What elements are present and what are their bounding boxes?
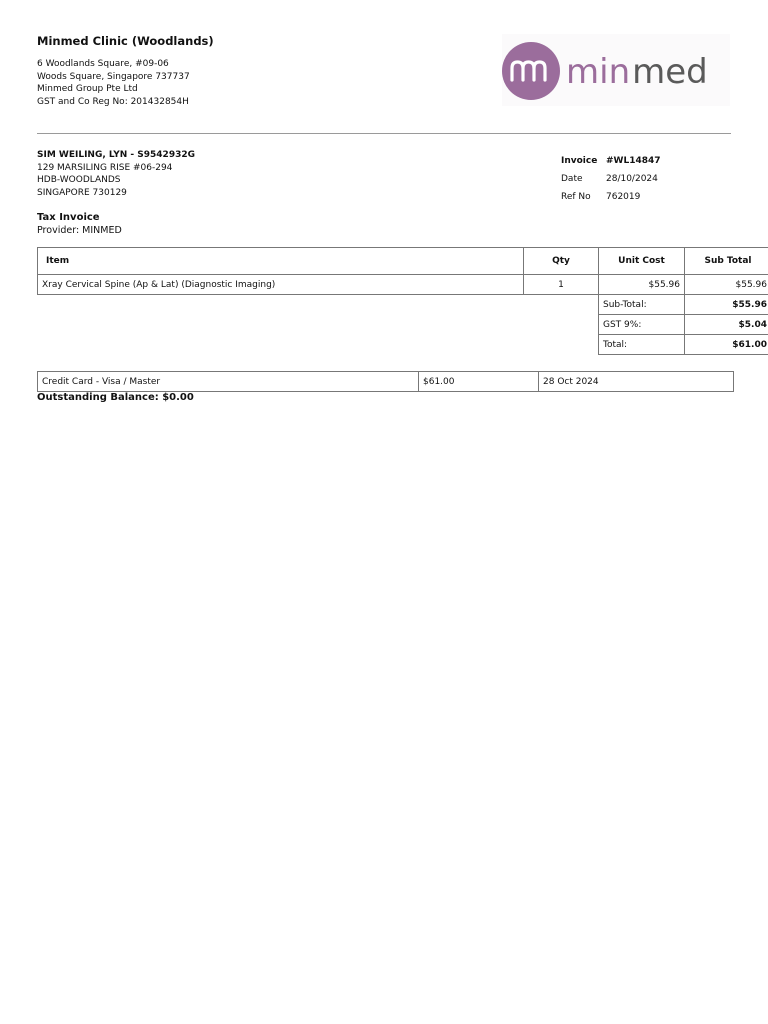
invoice-number: #WL14847: [606, 156, 661, 166]
header-unit-cost: Unit Cost: [599, 248, 685, 275]
clinic-address-line: Minmed Group Pte Ltd: [37, 84, 138, 94]
document-title: Tax Invoice: [37, 212, 100, 223]
subtotal-label: Sub-Total:: [599, 295, 685, 315]
table-row: [38, 275, 768, 295]
payment-row: [38, 372, 734, 392]
clinic-address: [37, 58, 190, 108]
clinic-address-line: 6 Woodlands Square, #09-06: [37, 59, 169, 69]
item-description: Xray Cervical Spine (Ap & Lat) (Diagnostic Imaging): [38, 275, 524, 295]
total-row: [38, 335, 768, 355]
gst-label: GST 9%:: [599, 315, 685, 335]
total-label: Total:: [599, 335, 685, 355]
patient-address-line: 129 MARSILING RISE #06-294: [37, 162, 173, 173]
total-value: $61.00: [685, 335, 768, 355]
ref-no-value: 762019: [606, 192, 641, 202]
subtotal-row: [38, 295, 768, 315]
gst-row: [38, 315, 768, 335]
date-label: Date: [561, 174, 583, 184]
invoice-label: Invoice: [561, 156, 598, 166]
clinic-name: Minmed Clinic (Woodlands): [37, 34, 214, 48]
header-sub-total: Sub Total: [685, 248, 768, 275]
invoice-meta: [561, 152, 661, 206]
invoice-date-row: [561, 170, 661, 188]
payment-date: 28 Oct 2024: [539, 372, 734, 392]
items-table: [37, 247, 768, 355]
invoice-date: 28/10/2024: [606, 174, 658, 184]
item-qty: 1: [524, 275, 599, 295]
logo-text-min: min: [566, 52, 631, 92]
minmed-logo: [502, 34, 730, 106]
provider: Provider: MINMED: [37, 225, 122, 236]
payment-method: Credit Card - Visa / Master: [38, 372, 419, 392]
header-item: Item: [38, 248, 524, 275]
gst-value: $5.04: [685, 315, 768, 335]
header-divider: [37, 133, 731, 134]
subtotal-value: $55.96: [685, 295, 768, 315]
patient-address-line: SINGAPORE 730129: [37, 187, 127, 198]
ref-no-label: Ref No: [561, 192, 591, 202]
payments-table: [37, 371, 734, 392]
logo-text-med: med: [632, 52, 708, 92]
minmed-logo-graphic: [502, 34, 730, 106]
patient-details: [37, 149, 195, 199]
clinic-address-line: GST and Co Reg No: 201432854H: [37, 96, 189, 107]
payment-amount: $61.00: [419, 372, 539, 392]
ref-no-row: [561, 188, 661, 206]
item-unit-cost: $55.96: [599, 275, 685, 295]
items-table-header: [38, 248, 768, 275]
patient-name: SIM WEILING, LYN - S9542932G: [37, 150, 195, 160]
item-sub-total: $55.96: [685, 275, 768, 295]
header-qty: Qty: [524, 248, 599, 275]
invoice-number-row: [561, 152, 661, 170]
patient-address-line: HDB-WOODLANDS: [37, 175, 121, 185]
outstanding-balance: Outstanding Balance: $0.00: [37, 392, 194, 403]
clinic-address-line: Woods Square, Singapore 737737: [37, 71, 190, 82]
